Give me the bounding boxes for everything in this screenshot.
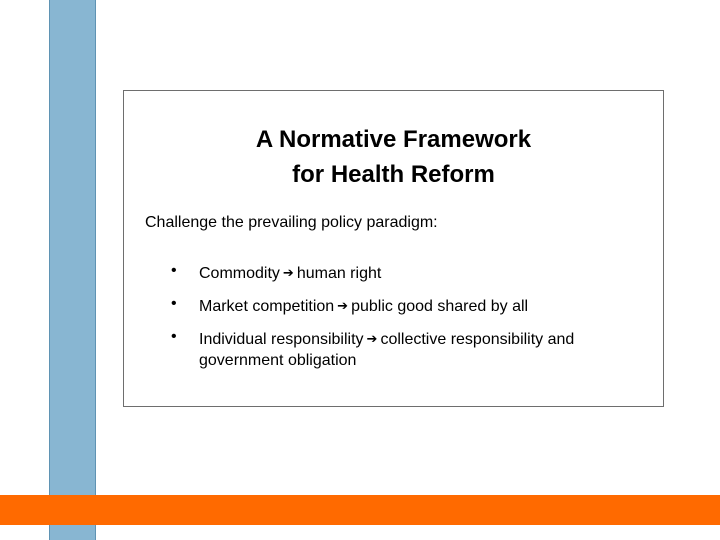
bullet-to: public good shared by all [351, 298, 529, 315]
bullet-item [171, 262, 649, 284]
bullet-from: Market competition [199, 298, 335, 315]
bullet-dot: • [171, 262, 177, 279]
left-accent-bar [49, 0, 96, 540]
content-box [123, 90, 664, 407]
bullet-item [171, 295, 649, 317]
right-arrow-icon: ➔ [337, 299, 349, 314]
right-arrow-icon: ➔ [366, 332, 378, 347]
bullet-from: Commodity [199, 265, 280, 282]
title-line-2: for Health Reform [292, 161, 495, 188]
intro-text: Challenge the prevailing policy paradigm: [145, 214, 438, 231]
bullet-to: collective responsibility and government obligation [199, 331, 575, 369]
bullet-dot: • [171, 295, 177, 312]
bullet-item [171, 328, 649, 371]
slide-title [124, 122, 663, 192]
title-line-1: A Normative Framework [255, 126, 532, 153]
bullet-from: Individual responsibility [199, 331, 364, 348]
bullet-dot: • [171, 328, 177, 345]
bullet-to: human right [296, 265, 382, 282]
right-arrow-icon: ➔ [282, 266, 294, 281]
bottom-accent-bar [0, 495, 720, 525]
